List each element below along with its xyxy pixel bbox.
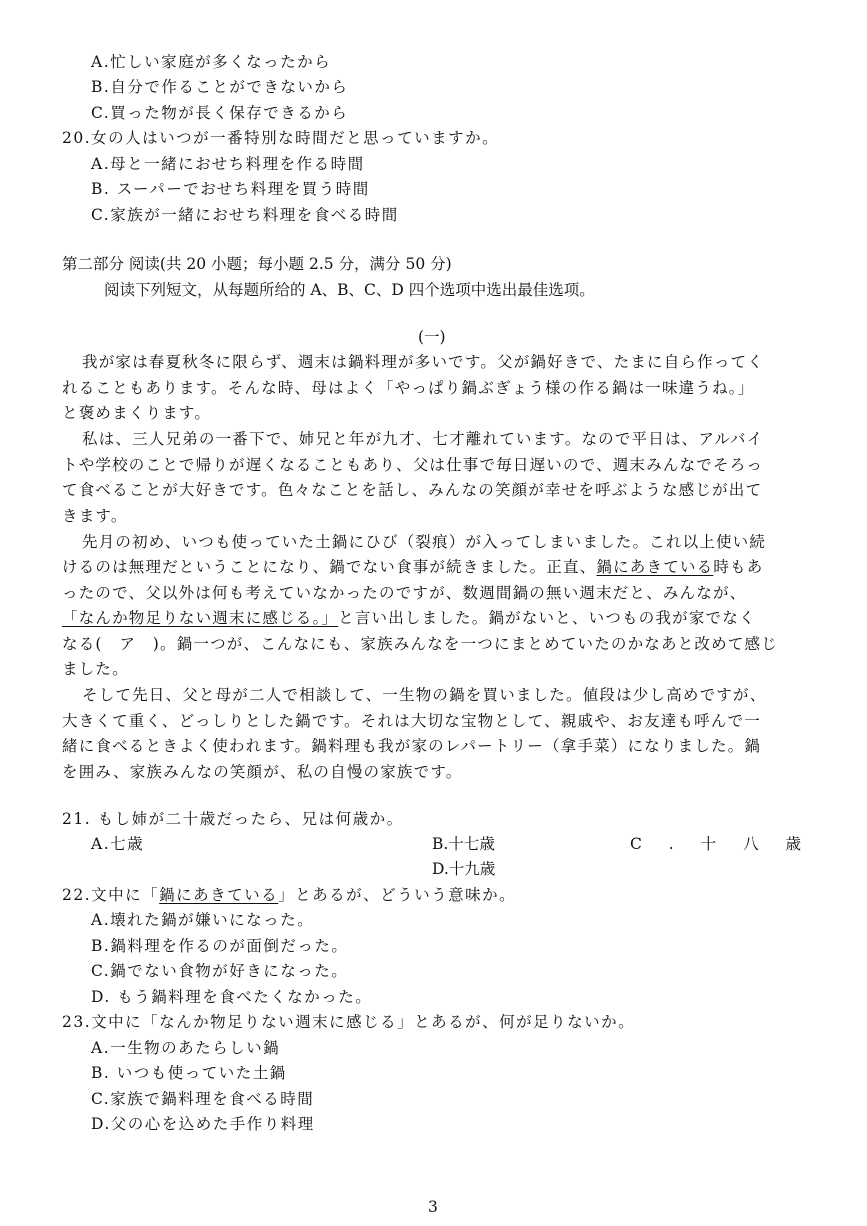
q22-prefix: 22.文中に「 [62,886,160,904]
q21-question: 21. もし姉が二十歳だったら、兄は何歳か。 [62,810,404,828]
q21-option-c: C . 十 八 歳 [630,835,801,853]
q23-option-a: A.一生物のあたらしい鍋 [91,1039,281,1057]
passage-line: そして先日、父と母が二人で相談して、一生物の鍋を買いました。値段は少し高めですが、 [82,686,767,704]
q22-suffix: 」とあるが、どういう意味か。 [278,886,517,904]
q20-option-a: A.母と一緒におせち料理を作る時間 [91,155,365,173]
q19-option-b: B.自分で作ることができないから [91,78,349,96]
underlined-phrase: 「なんか物足りない週末に感じる。」 [62,609,339,627]
q21-option-a: A.七歳 [91,835,145,853]
passage-line: と褒めまくります。 [62,404,212,422]
q23-question: 23.文中に「なんか物足りない週末に感じる」とあるが、何が足りないか。 [62,1013,636,1031]
q19-option-a: A.忙しい家庭が多くなったから [91,53,332,71]
passage-line: ました。 [62,660,129,678]
passage-number: (一) [418,328,446,346]
section-instruction: 阅读下列短文，从每题所给的 A、B、C、D 四个选项中选出最佳选项。 [104,281,595,299]
passage-line: 緒に食べるときよく使われます。鍋料理も我が家のレパートリー（拿手菜）になりました。鍋 [62,737,762,755]
passage-line-with-underline [62,557,807,577]
passage-line: て食べることが大好きです。色々なことを話し、みんなの笑顔が幸せを呼ぶような感じが出て [62,481,763,499]
section-title: 第二部分 阅读(共 20 小题；每小题 2.5 分，满分 50 分) [62,255,452,273]
q21-option-b: B.十七歳 [432,835,495,853]
q22-option-d: D. もう鍋料理を食べたくなかった。 [91,988,373,1006]
q21-option-d: D.十九歳 [432,860,496,878]
q23-option-d: D.父の心を込めた手作り料理 [91,1115,315,1133]
q22-option-a: A.壊れた鍋が嫌いになった。 [91,911,315,929]
passage-line-with-underline [62,608,807,628]
page-number: 3 [428,1198,438,1216]
passage-line: を囲み、家族みんなの笑顔が、私の自慢の家族です。 [62,763,463,781]
q22-option-c: C.鍋でない食物が好きになった。 [91,962,349,980]
passage-line: トや学校のことで帰りが遅くなることもあり、父は仕事で毎日遅いので、週末みんなでそろっ [62,456,764,474]
q23-option-b: B. いつも使っていた土鍋 [91,1064,287,1082]
q22-option-b: B.鍋料理を作るのが面倒だった。 [91,937,349,955]
passage-line: れることもあります。そんな時、母はよく「やっぱり鍋ぶぎょう様の作る鍋は一味違うね。」 [62,379,755,397]
q20-option-b: B. スーパーでおせち料理を買う時間 [91,180,370,198]
passage-line: 先月の初め、いつも使っていた土鍋にひび（裂痕）が入ってしまいました。これ以上使い続 [82,533,767,551]
q20-question: 20.女の人はいつが一番特別な時間だと思っていますか。 [62,129,500,147]
passage-line: きます。 [62,507,128,525]
passage-line: 私は、三人兄弟の一番下で、姉兄と年が九才、七才離れています。なので平日は、アルバイ [82,430,764,448]
passage-line: ったので、父以外は何も考えていなかったのですが、数週間鍋の無い週末だと、みんなが、 [62,584,747,602]
q20-option-c: C.家族が一緒におせち料理を食べる時間 [91,206,399,224]
q22-question [62,885,516,905]
q23-option-c: C.家族で鍋料理を食べる時間 [91,1090,315,1108]
underlined-phrase: 鍋にあきている [596,558,714,576]
q22-underlined-phrase: 鍋にあきている [159,886,279,904]
passage-line: 我が家は春夏秋冬に限らず、週末は鍋料理が多いです。父が鍋好きで、たまに自ら作ってく [82,353,764,371]
passage-line: なる( ア )。鍋一つが、こんなにも、家族みんなを一つにまとめていたのかなあと改めて感じ [62,635,778,653]
passage-line: 大きくて重く、どっしりとした鍋です。それは大切な宝物として、親戚や、お友達も呼んで一 [62,712,761,730]
q19-option-c: C.買った物が長く保存できるから [91,104,349,122]
passage-text: と言い出しました。鍋がないと、いつもの我が家でなく [338,609,756,627]
passage-text: けるのは無理だということになり、鍋でない食事が続きました。正直、 [62,558,597,576]
passage-text: 時もあ [713,558,764,576]
